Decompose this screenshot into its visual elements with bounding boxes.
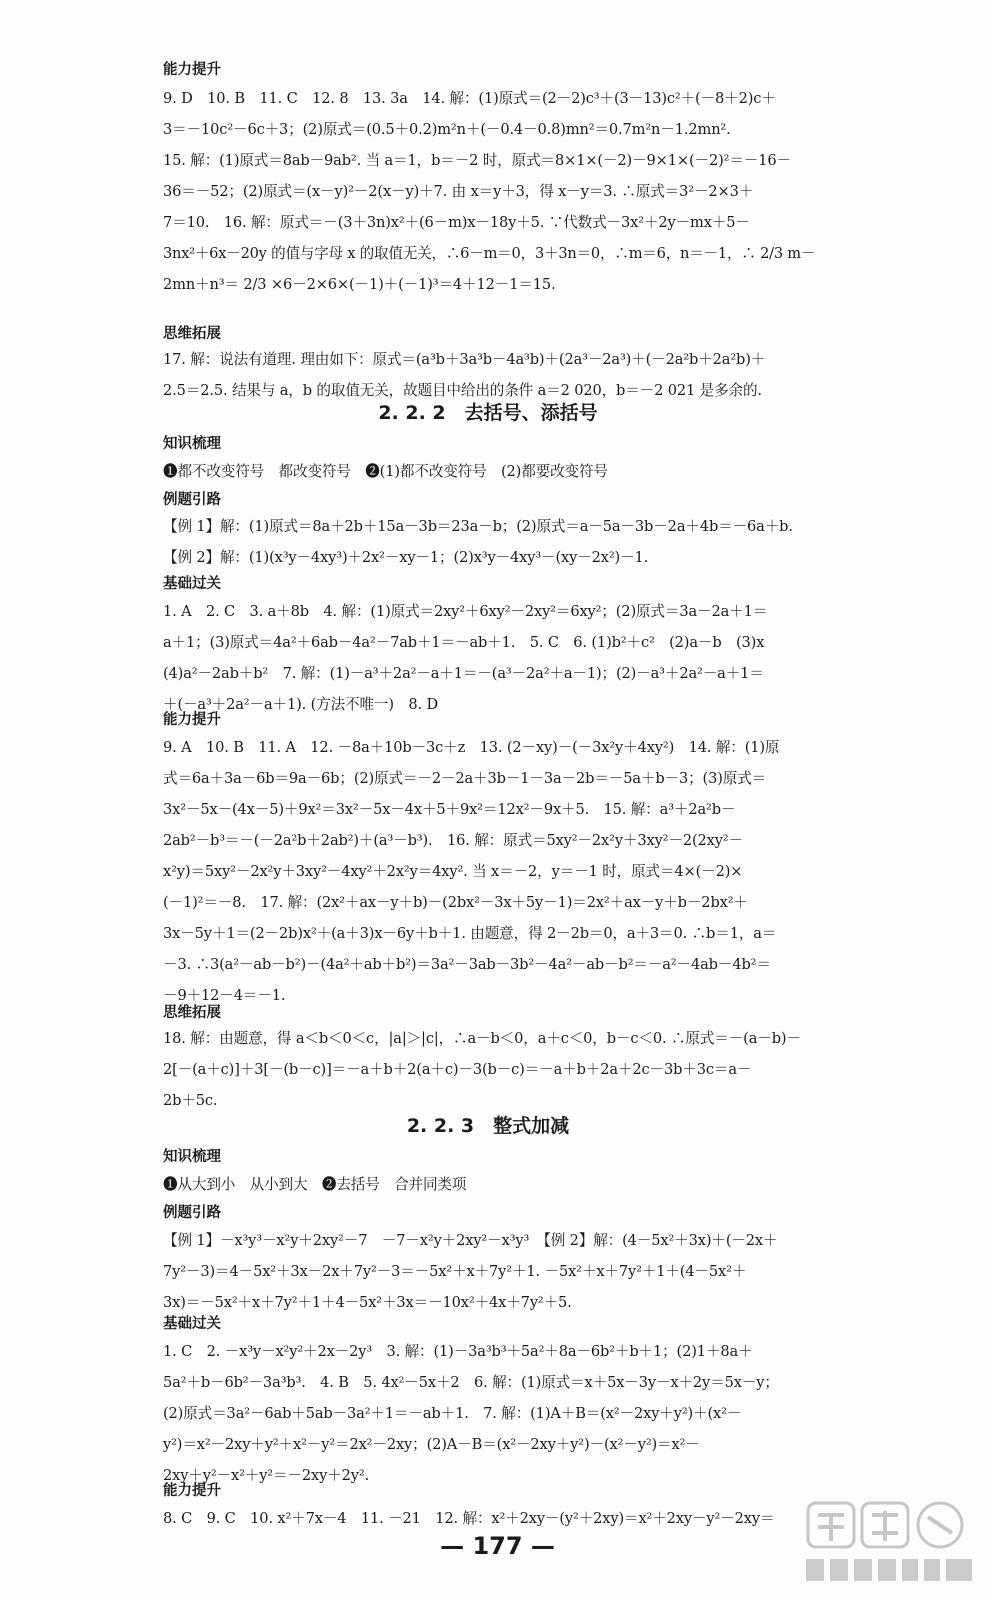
answer-line: 8. C 9. C 10. x²＋7x－4 11. －21 12. 解：x²＋2xy－(y²＋2xy)＝x²＋2xy－y²－2xy＝ <box>163 1510 775 1527</box>
answer-line: (2)原式＝3a²－6ab＋5ab－3a²＋1＝－ab＋1. 7. 解：(1)A＋B＝(x²－2xy＋y²)＋(x²－ <box>163 1405 742 1422</box>
answer-block <box>163 511 813 573</box>
answer-block <box>163 1225 813 1318</box>
answer-line: －9＋12－4＝－1. <box>163 987 286 1004</box>
answer-line: 1. A 2. C 3. a＋8b 4. 解：(1)原式＝2xy²＋6xy²－2xy²＝6xy²；(2)原式＝3a－2a＋1＝ <box>163 603 768 620</box>
answer-line: 【例 2】解：(1)(x³y－4xy³)＋2x²－xy－1；(2)x³y－4xy³－(xy－2x²)－1. <box>163 549 649 566</box>
section-heading: 知识梳理 <box>163 436 221 452</box>
answer-line: 7y²－3)＝4－5x²＋3x－2x＋7y²－3＝－5x²＋x＋7y²＋1. －5x²＋x＋7y²＋1＋(4－5x²＋ <box>163 1263 747 1280</box>
answer-line: 2xy＋y²－x²＋y²＝－2xy＋2y². <box>163 1467 370 1484</box>
section-heading: 思维拓展 <box>163 1005 221 1021</box>
answer-line: 【例 1】解：(1)原式＝8a＋2b＋15a－3b＝23a－b；(2)原式＝a－5a－3b－2a＋4b＝－6a＋b. <box>163 518 793 535</box>
answer-line: ❶都不改变符号 都改变符号 ❷(1)都不改变符号 (2)都要改变符号 <box>163 463 608 480</box>
answer-line: ❶从大到小 从小到大 ❷去括号 合并同类项 <box>163 1176 467 1193</box>
answer-line: 【例 1】－x³y³－x²y＋2xy²－7 －7－x²y＋2xy²－x³y³ 【例 2】解：(4－5x²＋3x)＋(－2x＋ <box>163 1232 778 1249</box>
answer-line: 9. D 10. B 11. C 12. 8 13. 3a 14. 解：(1)原式＝(2－2)c³＋(3－13)c²＋(－8＋2)c＋ <box>163 90 776 107</box>
answer-line: 2[－(a＋c)]＋3[－(b－c)]＝－a＋b＋2(a＋c)－3(b－c)＝－a＋b＋2a＋2c－3b＋3c＝a－ <box>163 1061 752 1078</box>
answer-line: x²y)＝5xy²－2x²y＋3xy²－4xy²＋2x²y＝4xy². 当 x＝－2，y＝－1 时，原式＝4×(－2)× <box>163 863 743 880</box>
answer-line: 5a²＋b－6b²－3a³b³. 4. B 5. 4x²－5x＋2 6. 解：(1)原式＝x＋5x－3y－x＋2y＝5x－y； <box>163 1374 779 1391</box>
section-heading: 思维拓展 <box>163 326 221 342</box>
answer-block <box>163 596 813 720</box>
answer-block <box>163 456 813 487</box>
answer-line: 3＝－10c²－6c＋3；(2)原式＝(0.5＋0.2)m²n＋(－0.4－0.8)mn²＝0.7m²n－1.2mn². <box>163 121 731 138</box>
answer-line: 3x－5y＋1＝(2－2b)x²＋(a＋3)x－6y＋b＋1. 由题意，得 2－2b＝0，a＋3＝0. ∴b＝1，a＝ <box>163 925 777 942</box>
answer-line: 3x)＝－5x²＋x＋7y²＋1＋4－5x²＋3x＝－10x²＋4x＋7y²＋5. <box>163 1294 572 1311</box>
section-heading: 例题引路 <box>163 1205 221 1221</box>
chapter-title: 2. 2. 2 去括号、添括号 <box>378 402 598 424</box>
answer-line: 3nx²＋6x－20y 的值与字母 x 的取值无关，∴6－m＝0，3＋3n＝0，∴m＝6，n＝－1，∴ 2/3 m－ <box>163 245 816 262</box>
answer-block <box>163 1336 813 1491</box>
section-heading: 基础过关 <box>163 1316 221 1332</box>
answer-line: 2ab²－b³＝－(－2a²b＋2ab²)＋(a³－b³). 16. 解：原式＝5xy²－2x²y＋3xy²－2(2xy²－ <box>163 832 743 849</box>
answer-line: 1. C 2. －x³y－x²y²＋2x－2y³ 3. 解：(1)－3a³b³＋5a²＋8a－6b²＋b＋1；(2)1＋8a＋ <box>163 1343 753 1360</box>
answer-line: (－1)²＝－8. 17. 解：(2x²＋ax－y＋b)－(2bx²－3x＋5y－1)＝2x²＋ax－y＋b－2bx²＋ <box>163 894 748 911</box>
chapter-title: 2. 2. 3 整式加减 <box>406 1115 570 1137</box>
answer-line: 17. 解：说法有道理. 理由如下：原式＝(a³b＋3a³b－4a³b)＋(2a³－2a³)＋(－2a²b＋2a²b)＋ <box>163 351 766 368</box>
answer-line: －3. ∴3(a²－ab－b²)－(4a²＋ab＋b²)＝3a²－3ab－3b²－4a²－ab－b²＝－a²－4ab－4b²＝ <box>163 956 771 973</box>
answer-line: 式＝6a＋3a－6b＝9a－6b；(2)原式＝－2－2a＋3b－1－3a－2b＝－5a＋b－3；(3)原式＝ <box>163 770 767 787</box>
answer-line: 9. A 10. B 11. A 12. －8a＋10b－3c＋z 13. (2－xy)－(－3x²y＋4xy²) 14. 解：(1)原 <box>163 739 780 756</box>
answer-line: (4)a²－2ab＋b² 7. 解：(1)－a³＋2a²－a＋1＝－(a³－2a²＋a－1)；(2)－a³＋2a²－a＋1＝ <box>163 665 764 682</box>
section-heading: 基础过关 <box>163 576 221 592</box>
watermark-logo <box>800 1497 978 1589</box>
answer-line: 18. 解：由题意，得 a＜b＜0＜c，|a|＞|c|，∴a－b＜0，a＋c＜0，b－c＜0. ∴原式＝－(a－b)－ <box>163 1030 801 1047</box>
section-heading: 知识梳理 <box>163 1149 221 1165</box>
section-heading: 能力提升 <box>163 712 221 728</box>
answer-line: 7＝10. 16. 解：原式＝－(3＋3n)x²＋(6－m)x－18y＋5. ∵代数式－3x²＋2y－mx＋5－ <box>163 214 750 231</box>
answer-line: y²)＝x²－2xy＋y²＋x²－y²＝2x²－2xy；(2)A－B＝(x²－2xy＋y²)－(x²－y²)＝x²－ <box>163 1436 700 1453</box>
answer-line: ＋(－a³＋2a²－a＋1). (方法不唯一) 8. D <box>163 696 439 713</box>
section-heading: 能力提升 <box>163 62 221 78</box>
section-heading: 例题引路 <box>163 492 221 508</box>
page-number: — 177 — <box>440 1532 555 1560</box>
answer-line: 2mn＋n³＝ 2/3 ×6－2×6×(－1)＋(－1)³＝4＋12－1＝15. <box>163 276 556 293</box>
answer-line: 2.5＝2.5. 结果与 a，b 的取值无关，故题目中给出的条件 a＝2 020，b＝－2 021 是多余的. <box>163 382 762 399</box>
answer-line: 36＝－52；(2)原式＝(x－y)²－2(x－y)＋7. 由 x＝y＋3，得 x－y＝3. ∴原式＝3²－2×3＋ <box>163 183 754 200</box>
section-heading: 能力提升 <box>163 1483 221 1499</box>
answer-line: 15. 解：(1)原式＝8ab－9ab². 当 a＝1，b＝－2 时，原式＝8×1×(－2)－9×1×(－2)²＝－16－ <box>163 152 791 169</box>
answer-line: a＋1；(3)原式＝4a²＋6ab－4a²－7ab＋1＝－ab＋1. 5. C 6. (1)b²＋c² (2)a－b (3)x <box>163 634 765 651</box>
answer-block <box>163 1169 813 1200</box>
answer-line: 3x²－5x－(4x－5)＋9x²＝3x²－5x－4x＋5＋9x²＝12x²－9x＋5. 15. 解：a³＋2a²b－ <box>163 801 736 818</box>
answer-line: 2b＋5c. <box>163 1092 218 1109</box>
answer-block <box>163 732 813 1011</box>
answer-block <box>163 1023 813 1116</box>
answer-block <box>163 83 816 300</box>
answer-block <box>163 344 813 406</box>
